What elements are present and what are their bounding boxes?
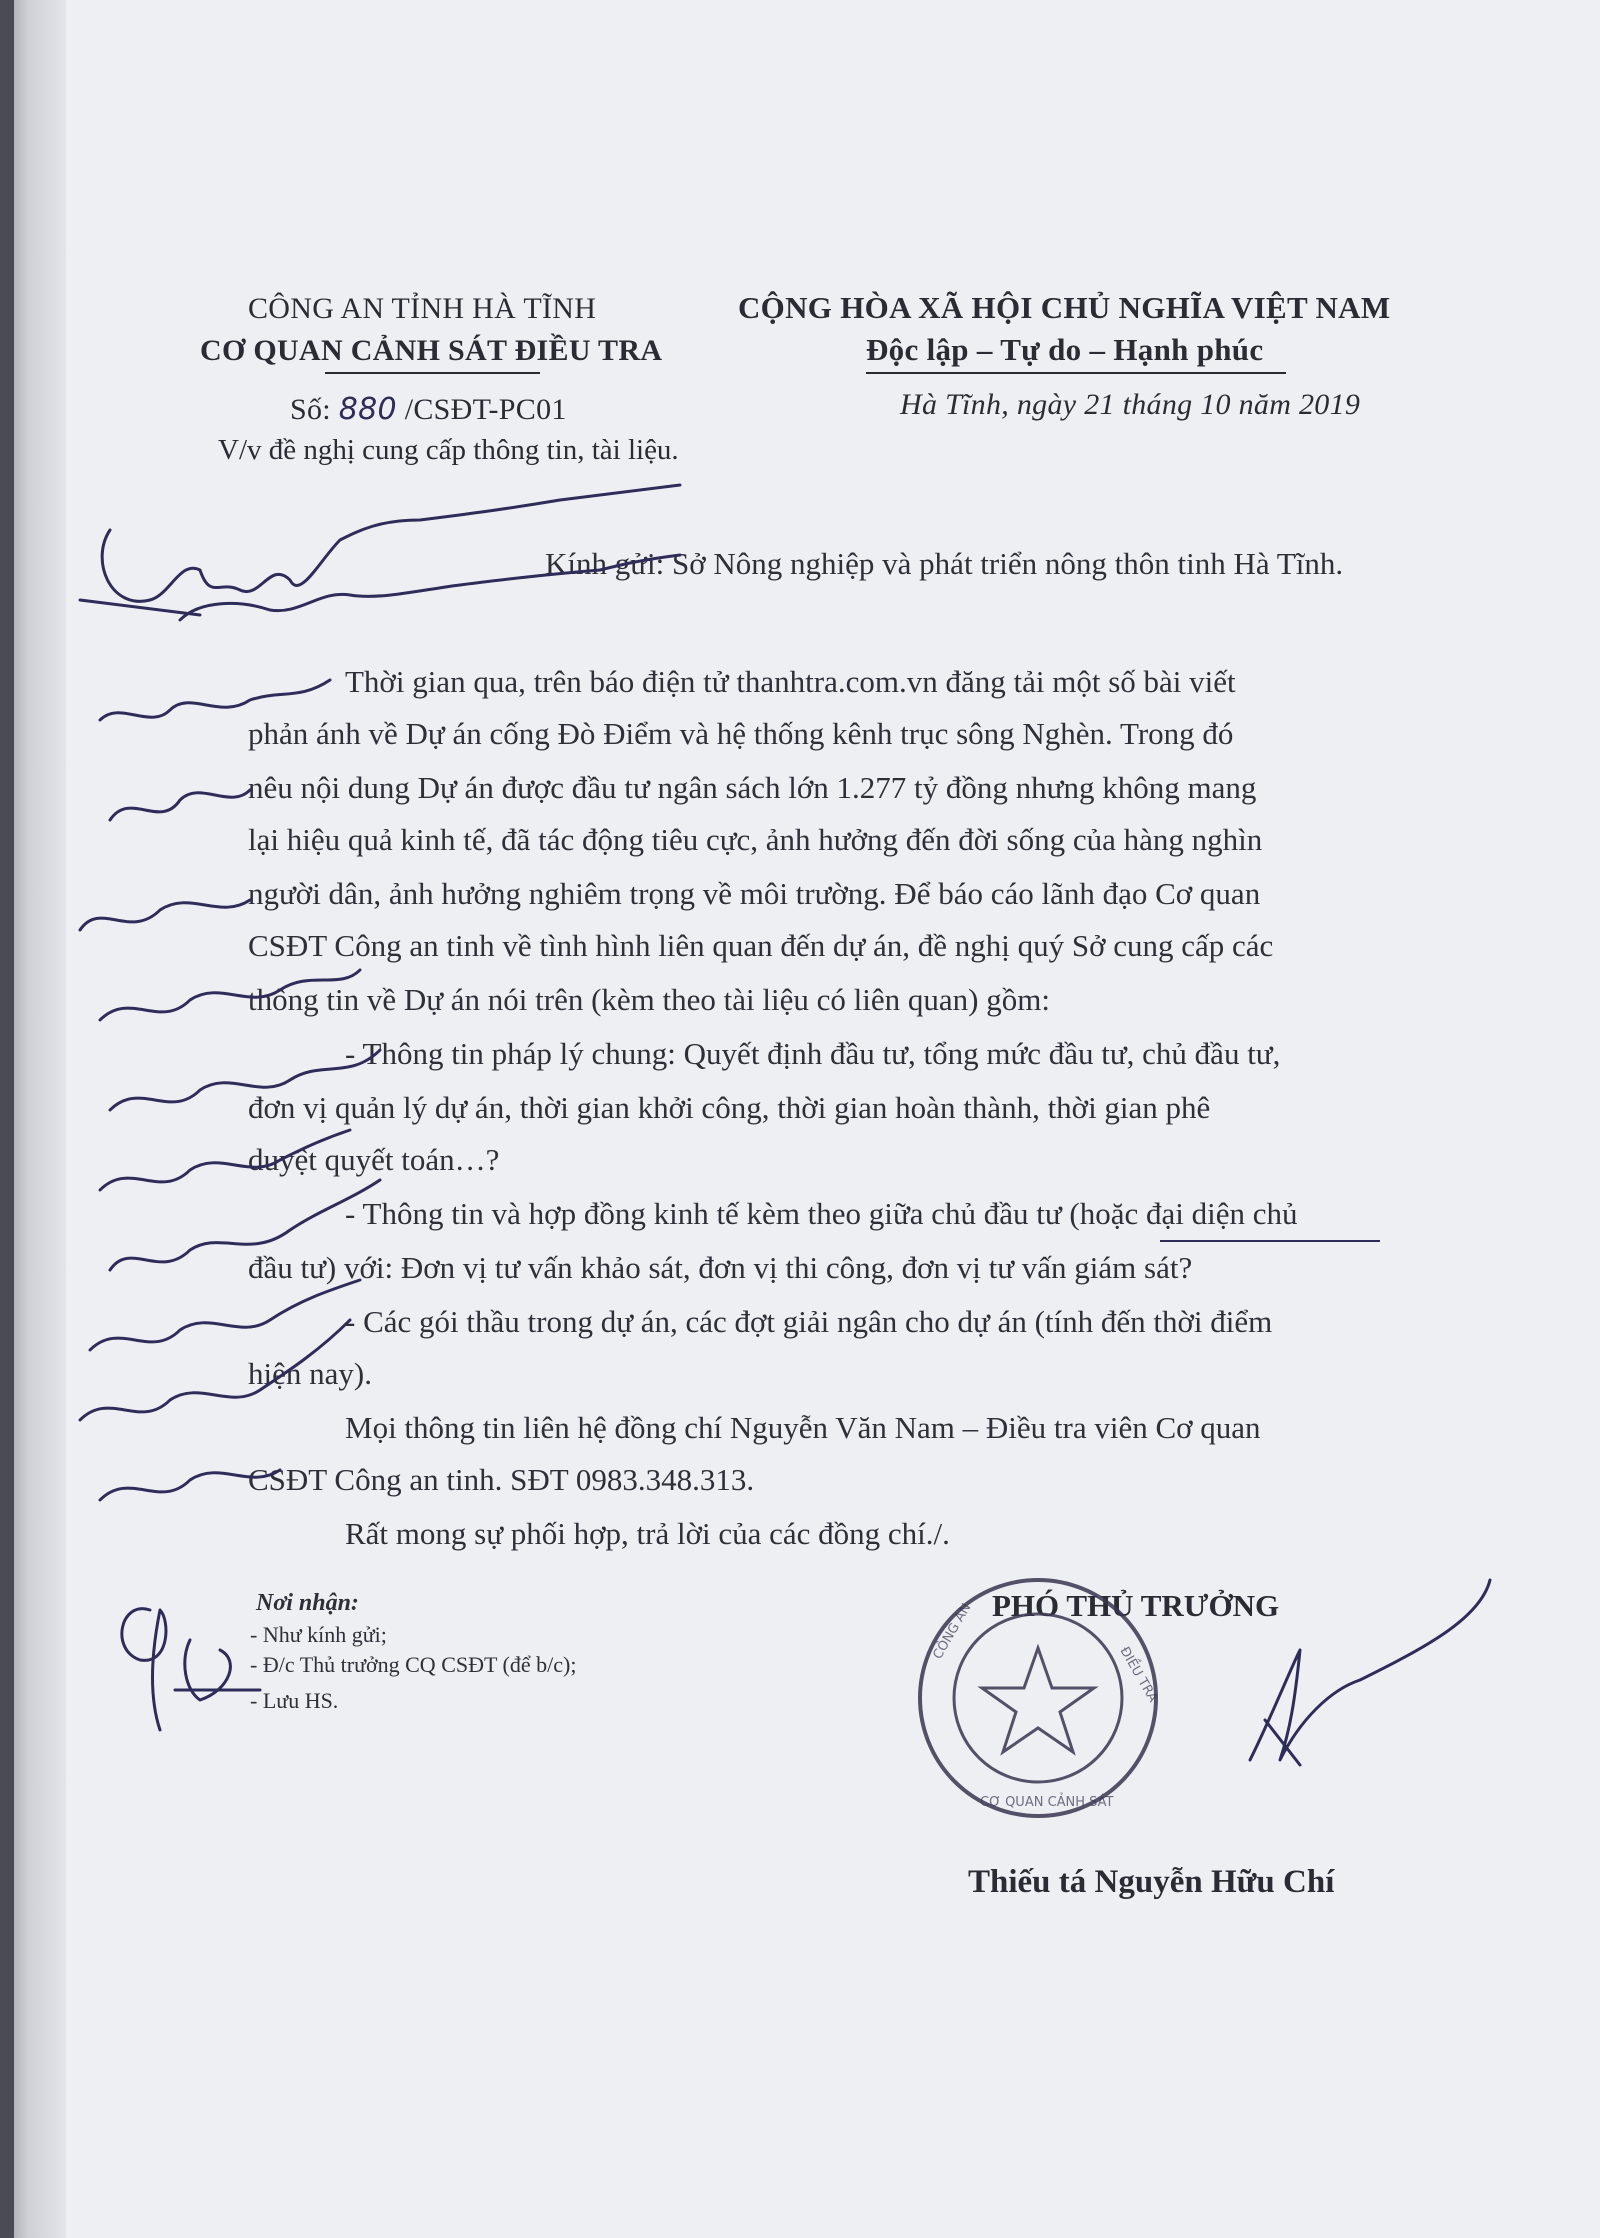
body-line: phản ánh về Dự án cống Đò Điểm và hệ thống kênh trục sông Nghèn. Trong đó: [248, 716, 1234, 751]
body-line: đầu tư) với: Đơn vị tư vấn khảo sát, đơn vị thi công, đơn vị tư vấn giám sát?: [248, 1250, 1193, 1285]
body-line: thông tin về Dự án nói trên (kèm theo tài liệu có liên quan) gồm:: [248, 982, 1050, 1017]
motto-underline: [866, 372, 1286, 374]
body-line: Thời gian qua, trên báo điện tử thanhtra.com.vn đăng tải một số bài viết: [345, 664, 1236, 699]
svg-text:CÔNG AN: CÔNG AN: [930, 1600, 975, 1662]
document-subject: V/v đề nghị cung cấp thông tin, tài liệu.: [218, 434, 679, 466]
body-line: - Thông tin pháp lý chung: Quyết định đầu tư, tổng mức đầu tư, chủ đầu tư,: [345, 1036, 1281, 1071]
body-line: - Thông tin và hợp đồng kinh tế kèm theo giữa chủ đầu tư (hoặc đại diện chủ: [345, 1196, 1298, 1231]
department-name: CƠ QUAN CẢNH SÁT ĐIỀU TRA: [200, 334, 663, 367]
body-line: Mọi thông tin liên hệ đồng chí Nguyễn Văn Nam – Điều tra viên Cơ quan: [345, 1410, 1261, 1445]
recipients-item: - Đ/c Thủ trưởng CQ CSĐT (để b/c);: [250, 1652, 577, 1677]
pen-underline: [1160, 1240, 1380, 1242]
body-line: duyệt quyết toán…?: [248, 1142, 500, 1177]
svg-text:CƠ QUAN CẢNH SÁT: CƠ QUAN CẢNH SÁT: [980, 1795, 1114, 1810]
department-underline: [325, 372, 540, 374]
document-number: [290, 392, 567, 427]
number-suffix: /CSĐT-PC01: [404, 393, 567, 426]
signature-position: PHÓ THỦ TRƯỞNG: [992, 1588, 1280, 1623]
country-name: CỘNG HÒA XÃ HỘI CHỦ NGHĨA VIỆT NAM: [738, 290, 1391, 325]
body-line: CSĐT Công an tinh về tình hình liên quan đến dự án, đề nghị quý Sở cung cấp các: [248, 928, 1274, 963]
signature-name: Thiếu tá Nguyễn Hữu Chí: [968, 1864, 1335, 1900]
agency-name: CÔNG AN TỈNH HÀ TĨNH: [248, 292, 597, 325]
body-line: Rất mong sự phối hợp, trả lời của các đồng chí./.: [345, 1516, 950, 1551]
svg-text:ĐIỀU TRA: ĐIỀU TRA: [1116, 1644, 1161, 1705]
body-line: lại hiệu quả kinh tế, đã tác động tiêu cực, ảnh hưởng đến đời sống của hàng nghìn: [248, 822, 1263, 857]
recipients-title: Nơi nhận:: [256, 1590, 359, 1616]
number-value: 880: [338, 392, 397, 427]
number-prefix: Số:: [290, 393, 331, 426]
body-line: người dân, ảnh hưởng nghiêm trọng về môi trường. Để báo cáo lãnh đạo Cơ quan: [248, 876, 1261, 911]
recipients-item: - Lưu HS.: [250, 1688, 339, 1713]
body-line: đơn vị quản lý dự án, thời gian khởi công, thời gian hoàn thành, thời gian phê: [248, 1090, 1211, 1125]
document-date: Hà Tĩnh, ngày 21 tháng 10 năm 2019: [900, 388, 1361, 421]
body-line: nêu nội dung Dự án được đầu tư ngân sách lớn 1.277 tỷ đồng nhưng không mang: [248, 770, 1257, 805]
recipients-item: - Như kính gửi;: [250, 1622, 387, 1647]
recipient-line: Kính gửi: Sở Nông nghiệp và phát triển nông thôn tinh Hà Tĩnh.: [545, 546, 1344, 581]
page-edge-strip: [0, 0, 14, 2238]
body-line: CSĐT Công an tinh. SĐT 0983.348.313.: [248, 1462, 755, 1497]
body-line: - Các gói thầu trong dự án, các đợt giải ngân cho dự án (tính đến thời điểm: [345, 1304, 1273, 1339]
body-line: hiện nay).: [248, 1356, 372, 1391]
country-motto: Độc lập – Tự do – Hạnh phúc: [866, 332, 1264, 367]
